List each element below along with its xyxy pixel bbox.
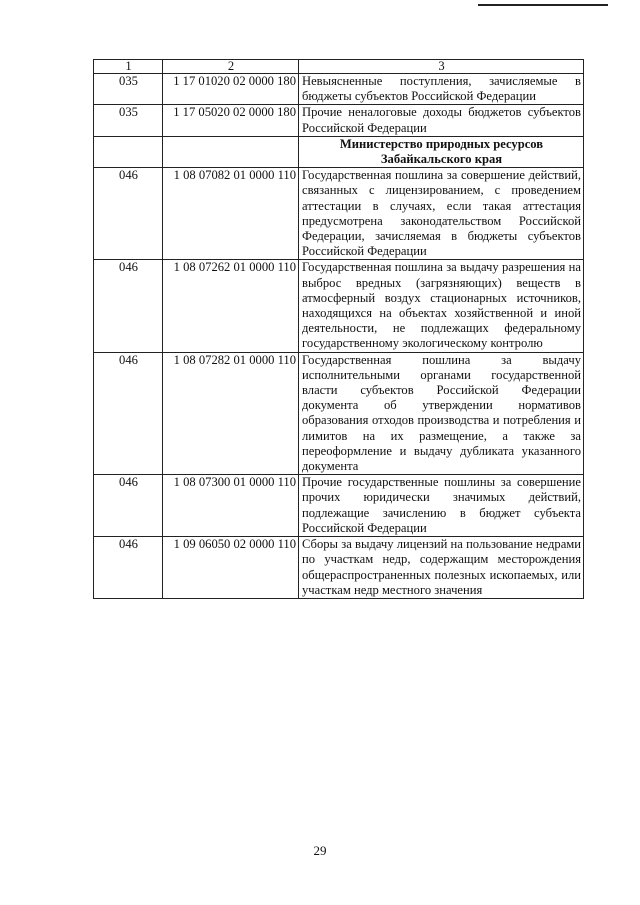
- admin-code-cell: 046: [94, 352, 163, 475]
- description-cell: Государственная пошлина за выдачу исполнительными органами государственной власти субъектов Российской Федерации документа об утверждении нормативов образования отходов производства и потребления и лимитов на их размещение, а также за переоформление и выдачу дубликата указанного документа: [299, 352, 584, 475]
- table-row: [94, 260, 584, 352]
- kbk-cell: 1 08 07282 01 0000 110: [163, 352, 299, 475]
- header-col-3: 3: [299, 60, 584, 74]
- table-row: [94, 537, 584, 599]
- description-cell: Сборы за выдачу лицензий на пользование недрами по участкам недр, содержащим месторождения общераспространенных полезных ископаемых, или участкам недр местного значения: [299, 537, 584, 599]
- empty-cell: [94, 136, 163, 167]
- table-header-row: [94, 60, 584, 74]
- description-cell: Государственная пошлина за выдачу разрешения на выброс вредных (загрязняющих) веществ в атмосферный воздух стационарных источников, находящихся на объектах хозяйственной и иной деятельности, не подлежащих федеральному государственному экологическому контролю: [299, 260, 584, 352]
- section-title: Министерство природных ресурсов Забайкальского края: [299, 136, 584, 167]
- description-cell: Невыясненные поступления, зачисляемые в бюджеты субъектов Российской Федерации: [299, 74, 584, 105]
- admin-code-cell: 035: [94, 105, 163, 136]
- top-rule: [478, 4, 608, 6]
- page-number: 29: [313, 843, 327, 858]
- admin-code-cell: 046: [94, 537, 163, 599]
- admin-code-cell: 046: [94, 260, 163, 352]
- header-col-1: 1: [94, 60, 163, 74]
- kbk-cell: 1 17 05020 02 0000 180: [163, 105, 299, 136]
- table-row: [94, 74, 584, 105]
- table-row: [94, 168, 584, 260]
- admin-code-cell: 035: [94, 74, 163, 105]
- table-row: [94, 352, 584, 475]
- table-row: [94, 105, 584, 136]
- revenue-codes-table: [93, 59, 584, 599]
- section-row: [94, 136, 584, 167]
- kbk-cell: 1 08 07300 01 0000 110: [163, 475, 299, 537]
- admin-code-cell: 046: [94, 475, 163, 537]
- description-cell: Государственная пошлина за совершение действий, связанных с лицензированием, с проведением аттестации в случаях, если такая аттестация предусмотрена законодательством Российской Федерации, зачисляемая в бюджеты субъектов Российской Федерации: [299, 168, 584, 260]
- description-cell: Прочие неналоговые доходы бюджетов субъектов Российской Федерации: [299, 105, 584, 136]
- kbk-cell: 1 08 07082 01 0000 110: [163, 168, 299, 260]
- admin-code-cell: 046: [94, 168, 163, 260]
- kbk-cell: 1 08 07262 01 0000 110: [163, 260, 299, 352]
- description-cell: Прочие государственные пошлины за совершение прочих юридически значимых действий, подлежащие зачислению в бюджет субъекта Российской Федерации: [299, 475, 584, 537]
- table-row: [94, 475, 584, 537]
- header-col-2: 2: [163, 60, 299, 74]
- kbk-cell: 1 09 06050 02 0000 110: [163, 537, 299, 599]
- empty-cell: [163, 136, 299, 167]
- kbk-cell: 1 17 01020 02 0000 180: [163, 74, 299, 105]
